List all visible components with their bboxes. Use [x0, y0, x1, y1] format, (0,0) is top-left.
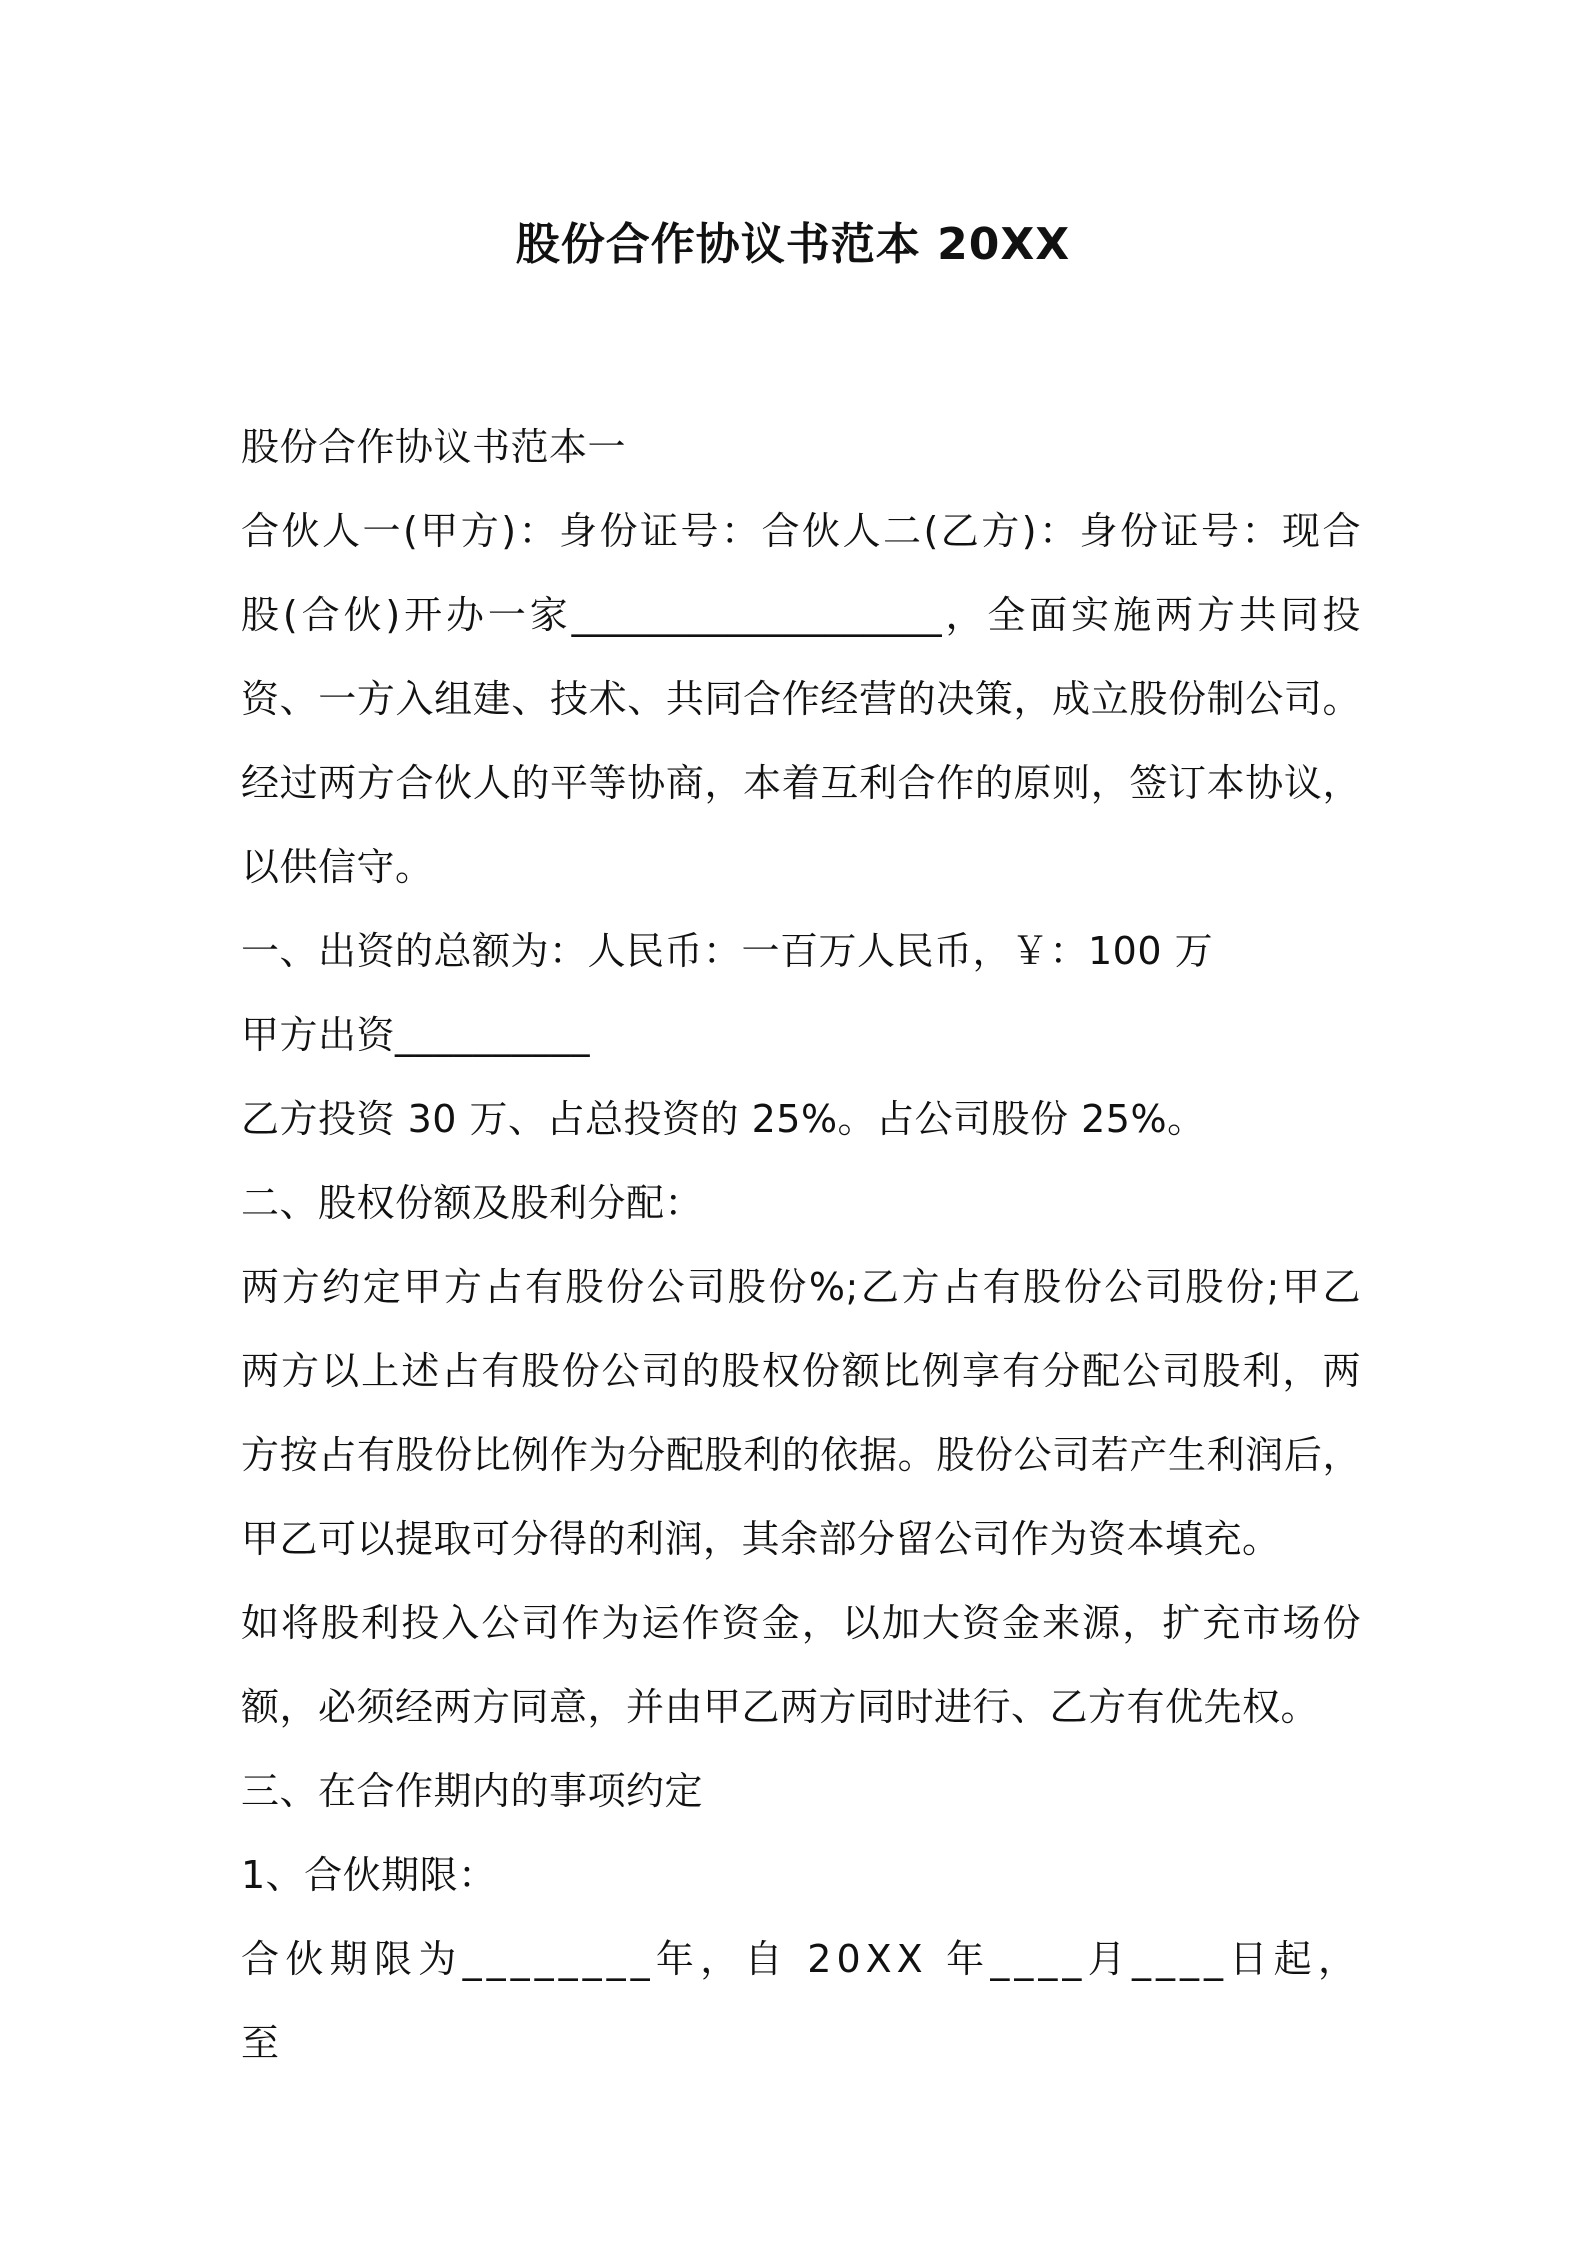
paragraph-line: 额，必须经两方同意，并由甲乙两方同时进行、乙方有优先权。: [241, 1685, 1320, 1729]
clause-heading: 二、股权份额及股利分配：: [241, 1181, 704, 1225]
paragraph-line: 合伙人一(甲方)：身份证号：合伙人二(乙方)：身份证号：现合: [241, 509, 1361, 553]
paragraph-line: 两方约定甲方占有股份公司股份%;乙方占有股份公司股份;甲乙: [241, 1265, 1361, 1309]
paragraph-line: 以供信守。: [241, 845, 434, 889]
paragraph-line: 合伙期限为________年，自 20XX 年____月____日起，至: [241, 1937, 1361, 2065]
document-body: [241, 405, 1361, 2065]
section-heading: 股份合作协议书范本一: [241, 425, 627, 469]
paragraph-line: 甲方出资__________: [241, 1013, 591, 1057]
document-title: 股份合作协议书范本 20XX: [515, 219, 1071, 270]
clause-heading: 一、出资的总额为：人民币：一百万人民币，￥：100 万: [241, 929, 1214, 973]
clause-heading: 三、在合作期内的事项约定: [241, 1769, 704, 1813]
paragraph-line: 乙方投资 30 万、占总投资的 25%。占公司股份 25%。: [241, 1097, 1206, 1141]
paragraph-line: 股(合伙)开办一家___________________，全面实施两方共同投: [241, 593, 1361, 637]
paragraph-line: 两方以上述占有股份公司的股权份额比例享有分配公司股利，两: [241, 1349, 1361, 1393]
paragraph-line: 甲乙可以提取可分得的利润，其余部分留公司作为资本填充。: [241, 1517, 1281, 1561]
paragraph-line: 资、一方入组建、技术、共同合作经营的决策，成立股份制公司。: [241, 677, 1361, 721]
paragraph-line: 方按占有股份比例作为分配股利的依据。股份公司若产生利润后，: [241, 1433, 1361, 1477]
paragraph-line: 经过两方合伙人的平等协商，本着互利合作的原则，签订本协议，: [241, 761, 1361, 805]
sub-clause-heading: 1、合伙期限：: [241, 1853, 497, 1897]
paragraph-line: 如将股利投入公司作为运作资金，以加大资金来源，扩充市场份: [241, 1601, 1361, 1645]
